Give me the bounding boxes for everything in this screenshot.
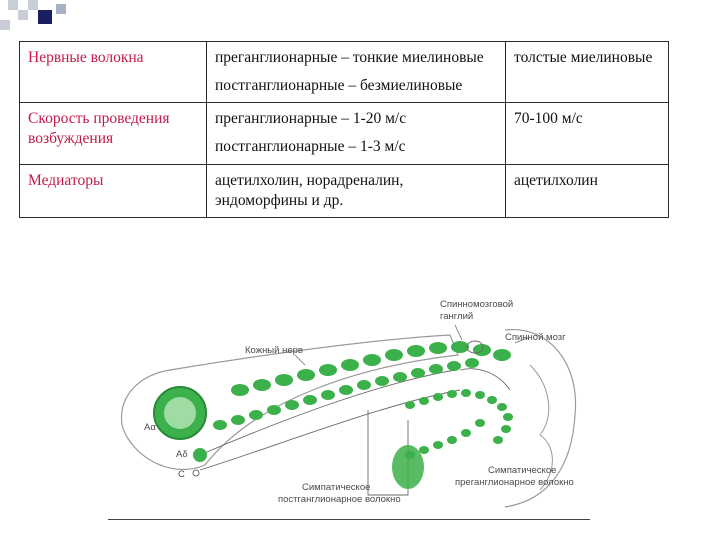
label-sympathetic-post-2: постганглионарное волокно [278,494,401,505]
row-label: Скорость проведения возбуждения [20,103,207,164]
nerve-fiber-diagram [110,295,610,520]
somatic-cell: 70-100 м/с [506,103,669,164]
a-delta-fiber [193,448,207,462]
thin-myelinated-fiber [405,389,513,444]
row-label: Медиаторы [20,164,207,217]
label-fiber-c: C [178,469,185,480]
bottom-rule [108,519,590,520]
c-fiber [193,470,199,476]
autonomic-cell [207,42,506,103]
label-spinal-ganglion-2: ганглий [440,311,474,322]
cell-line: преганглионарные – тонкие миелиновые [215,49,484,66]
label-fiber-a-delta: Aδ [176,449,188,460]
table-row [20,164,669,217]
nerve-diagram-svg [110,295,610,520]
label-sympathetic-post: Симпатическое [302,482,371,493]
label-sympathetic-pre: Симпатическое [488,465,557,476]
label-sympathetic-pre-2: преганглионарное волокно [455,477,574,488]
label-spinal-ganglion: Спинномозговой [440,299,514,310]
label-spinal-cord: Спинной мозг [505,332,566,343]
decorative-corner-squares [0,0,140,40]
label-fiber-a-alpha: Aα [144,422,156,433]
somatic-cell: ацетилхолин [506,164,669,217]
table-row [20,42,669,103]
label-skin-nerve: Кожный нерв [245,345,303,356]
sympathetic-ganglion [392,445,424,489]
cell-line: постганглионарные – безмиелиновые [215,77,463,95]
row-label: Нервные волокна [20,42,207,103]
cell-line: преганглионарные – 1-20 м/с [215,110,407,128]
comparison-table [19,41,669,218]
cell-line: постганглионарные – 1-3 м/с [215,138,406,156]
somatic-cell: толстые миелиновые [506,42,669,103]
autonomic-cell: ацетилхолин, норадреналин, эндоморфины и др. [207,164,506,217]
autonomic-cell [207,103,506,164]
table-row [20,103,669,164]
